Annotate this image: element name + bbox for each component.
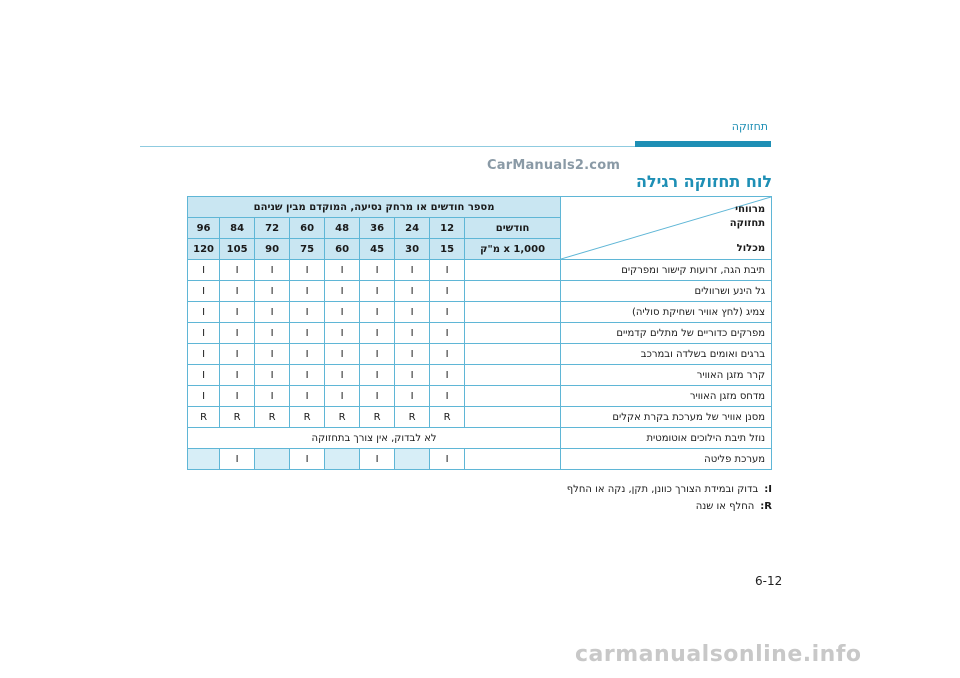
table-cell: I: [188, 260, 220, 281]
legend-text: בדוק ובמידת הצורך כוונן, תקן, נקה או החלף: [566, 484, 759, 495]
row-label: תיבת הגה, זרועות קישור ומפרקים: [561, 260, 772, 281]
table-cell: [325, 449, 360, 470]
table-cell: R: [220, 407, 255, 428]
corner-top-1: מרווחי: [735, 204, 766, 215]
table-cell: I: [325, 344, 360, 365]
table-cell: I: [360, 281, 395, 302]
distance-header: 15: [430, 239, 465, 260]
watermark-top: CarManuals2.com: [487, 158, 621, 173]
table-cell: I: [430, 302, 465, 323]
table-row: [188, 386, 772, 407]
table-cell: R: [188, 407, 220, 428]
table-cell: I: [430, 281, 465, 302]
table-cell: I: [188, 323, 220, 344]
table-cell: I: [430, 386, 465, 407]
table-cell: I: [255, 344, 290, 365]
distance-header: 120: [188, 239, 220, 260]
table-cell: I: [325, 260, 360, 281]
distance-header: 60: [325, 239, 360, 260]
table-cell: I: [325, 386, 360, 407]
distance-header: 75: [290, 239, 325, 260]
table-cell: I: [430, 365, 465, 386]
special-note: לא לבדוק, אין צורך בתחזוקה: [188, 428, 561, 449]
table-cell: [395, 449, 430, 470]
table-row: [188, 365, 772, 386]
table-cell: I: [290, 386, 325, 407]
spacer-cell: [465, 449, 561, 470]
table-cell: I: [220, 260, 255, 281]
table-cell: I: [188, 365, 220, 386]
table-cell: [255, 449, 290, 470]
table-cell: I: [290, 281, 325, 302]
table-cell: I: [255, 302, 290, 323]
table-cell: I: [255, 260, 290, 281]
corner-top-2: תחזוקה: [729, 218, 766, 229]
table-cell: I: [220, 365, 255, 386]
table-cell: I: [188, 281, 220, 302]
spacer-cell: [465, 260, 561, 281]
watermark-bottom: carmanualsonline.info: [575, 642, 862, 667]
spacer-cell: [465, 302, 561, 323]
distance-header: 45: [360, 239, 395, 260]
month-header: 48: [325, 218, 360, 239]
table-cell: I: [255, 365, 290, 386]
table-row: [188, 323, 772, 344]
table-cell: I: [395, 302, 430, 323]
table-cell: [188, 449, 220, 470]
table-cell: I: [220, 449, 255, 470]
table-row: [188, 260, 772, 281]
table-cell: I: [220, 302, 255, 323]
table-cell: I: [395, 365, 430, 386]
table-cell: I: [220, 323, 255, 344]
table-cell: I: [255, 323, 290, 344]
distance-header: 105: [220, 239, 255, 260]
table-cell: I: [360, 302, 395, 323]
table-cell: R: [290, 407, 325, 428]
spacer-cell: [465, 386, 561, 407]
table-cell: I: [395, 386, 430, 407]
table-cell: I: [395, 323, 430, 344]
table-cell: I: [360, 260, 395, 281]
table-cell: I: [360, 386, 395, 407]
table-cell: I: [395, 260, 430, 281]
table-row: [188, 407, 772, 428]
row-label: ברגים ואומים בשלדה ובמרכב: [561, 344, 772, 365]
table-cell: I: [290, 302, 325, 323]
header-tab: [635, 141, 771, 147]
table-cell: I: [255, 281, 290, 302]
row-label: נוזל תיבת הילוכים אוטומטית: [561, 428, 772, 449]
table-cell: I: [220, 281, 255, 302]
table-cell: I: [395, 281, 430, 302]
table-cell: I: [290, 449, 325, 470]
month-header: 84: [220, 218, 255, 239]
table-cell: I: [325, 365, 360, 386]
table-cell: I: [360, 323, 395, 344]
table-cell: I: [188, 344, 220, 365]
corner-bottom: מכלול: [736, 243, 766, 254]
table-cell: I: [430, 344, 465, 365]
legend-item: [696, 501, 772, 512]
table-cell: I: [430, 323, 465, 344]
row-label: מערכת פליטה: [561, 449, 772, 470]
legend-text: החלף או שנה: [695, 501, 755, 512]
legend-key: I:: [764, 484, 772, 495]
table-cell: I: [395, 344, 430, 365]
month-header: 24: [395, 218, 430, 239]
row-label: מדחס מזגן האוויר: [561, 386, 772, 407]
table-cell: R: [255, 407, 290, 428]
spacer-cell: [465, 407, 561, 428]
table-cell: R: [360, 407, 395, 428]
month-header: 36: [360, 218, 395, 239]
row-label: מפרקים כדוריים של מתלים קדמיים: [561, 323, 772, 344]
table-cell: I: [220, 344, 255, 365]
table-cell: I: [188, 386, 220, 407]
table-cell: I: [360, 449, 395, 470]
table-cell: I: [220, 386, 255, 407]
months-label: חודשים: [465, 218, 561, 239]
distance-header: 30: [395, 239, 430, 260]
table-cell: I: [360, 344, 395, 365]
spacer-cell: [465, 344, 561, 365]
table-cell: I: [188, 302, 220, 323]
header-rule: [140, 146, 635, 147]
table-cell: I: [325, 302, 360, 323]
table-row: [188, 281, 772, 302]
page-title: לוח תחזוקה רגילה: [635, 172, 772, 191]
table-cell: I: [325, 281, 360, 302]
row-label: צמיג (לחץ אוויר ושחיקת סוליה): [561, 302, 772, 323]
table-cell: R: [430, 407, 465, 428]
table-cell: I: [255, 386, 290, 407]
table-cell: R: [395, 407, 430, 428]
row-label: קרר מזגן האוויר: [561, 365, 772, 386]
corner-cell: [561, 197, 772, 260]
month-header: 12: [430, 218, 465, 239]
table-cell: I: [290, 323, 325, 344]
spacer-cell: [465, 365, 561, 386]
table-cell: I: [430, 260, 465, 281]
table-row: [188, 302, 772, 323]
distance-label: 1,000 x מ"ק: [465, 239, 561, 260]
table-cell: I: [290, 344, 325, 365]
legend-key: R:: [760, 501, 772, 512]
table-row: [188, 344, 772, 365]
legend-item: [567, 484, 772, 495]
table-cell: I: [325, 323, 360, 344]
table-cell: I: [430, 449, 465, 470]
page-number: 6-12: [755, 574, 783, 588]
row-label: מסנן אוויר של מערכת בקרת אקלים: [561, 407, 772, 428]
table-cell: R: [325, 407, 360, 428]
header-section-word: תחזוקה: [731, 120, 768, 133]
table-cell: I: [290, 365, 325, 386]
distance-header: 90: [255, 239, 290, 260]
spacer-cell: [465, 281, 561, 302]
row-label: גל הינע ושרוולים: [561, 281, 772, 302]
month-header: 60: [290, 218, 325, 239]
spacer-cell: [465, 323, 561, 344]
table-cell: I: [360, 365, 395, 386]
table-cell: I: [290, 260, 325, 281]
month-header: 96: [188, 218, 220, 239]
maintenance-table: [187, 196, 772, 470]
span-header: מספר חודשים או מרחק נסיעה, המוקדם מבין שניהם: [188, 197, 561, 218]
month-header: 72: [255, 218, 290, 239]
